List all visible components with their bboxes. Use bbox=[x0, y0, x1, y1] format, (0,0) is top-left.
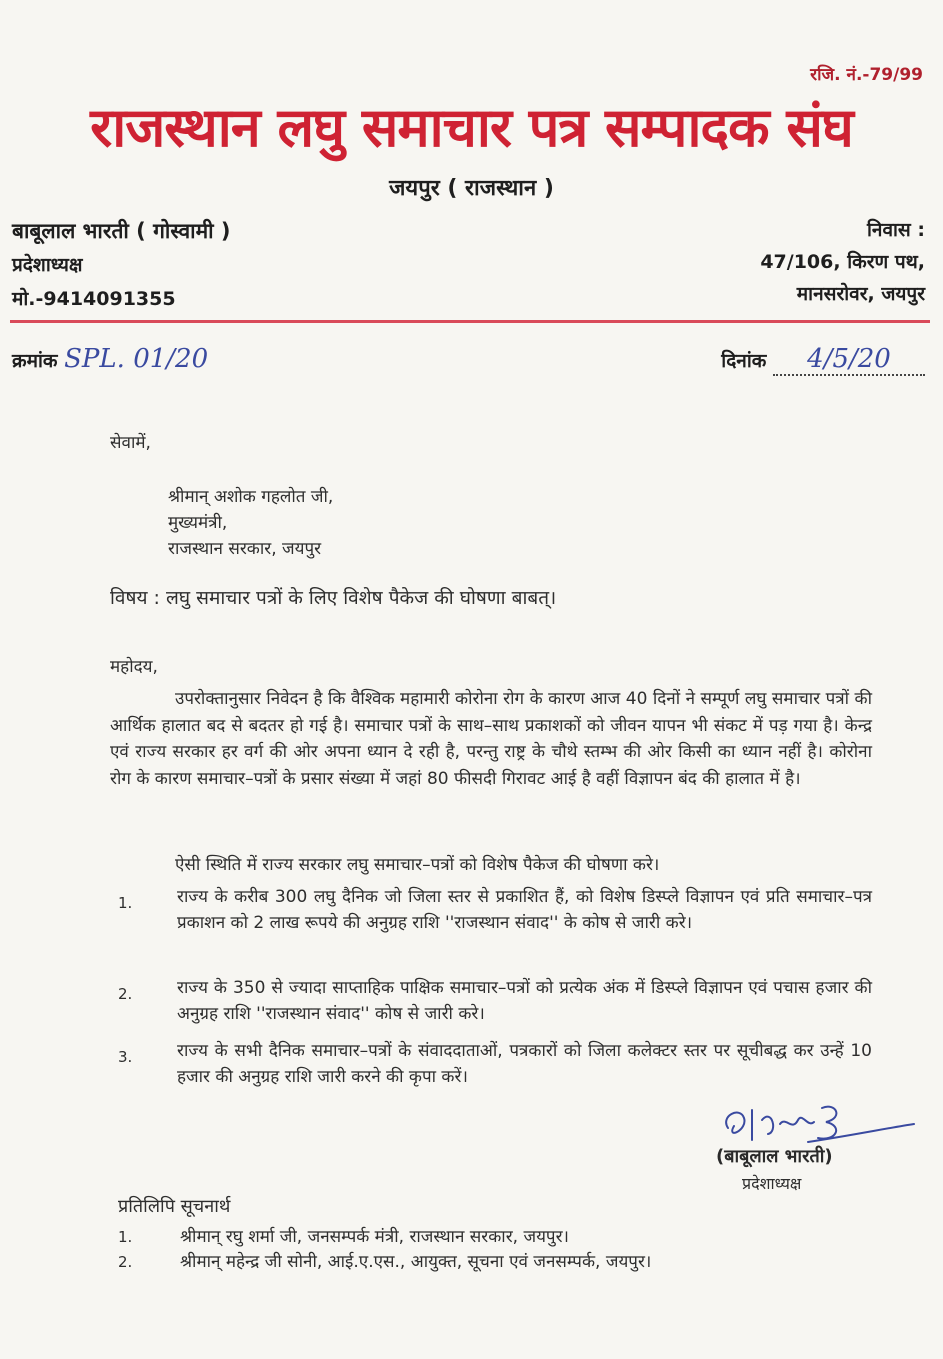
reference-number bbox=[12, 344, 208, 374]
demand-text: राज्य के 350 से ज्यादा साप्ताहिक पाक्षिक समाचार–पत्रों को प्रत्येक अंक में डिस्प्ले विज्ञापन एवं पचास हजार की अनुग्रह राशि ''राजस्थान संवाद'' कोष से जारी करे। bbox=[177, 978, 872, 1024]
reference-value: SPL. 01/20 bbox=[64, 344, 209, 374]
copy-to-heading: प्रतिलिपि सूचनार्थ bbox=[118, 1196, 231, 1217]
letter-date bbox=[721, 344, 925, 376]
recipient-line2: मुख्यमंत्री, bbox=[168, 513, 228, 533]
sender-mobile: मो.-9414091355 bbox=[12, 288, 176, 310]
date-value: 4/5/20 bbox=[807, 344, 891, 374]
registration-number: रजि. नं.-79/99 bbox=[810, 65, 923, 85]
copy-to-text: श्रीमान् रघु शर्मा जी, जनसम्पर्क मंत्री, राजस्थान सरकार, जयपुर। bbox=[180, 1227, 569, 1247]
greeting: महोदय, bbox=[110, 657, 158, 677]
signatory-name: (बाबूलाल भारती) bbox=[716, 1146, 833, 1167]
reference-label: क्रमांक bbox=[12, 350, 58, 372]
organization-title: राजस्थान लघु समाचार पत्र सम्पादक संघ bbox=[90, 96, 853, 159]
copy-to-item bbox=[118, 1249, 651, 1272]
demand-text: राज्य के करीब 300 लघु दैनिक जो जिला स्तर से प्रकाशित हैं, को विशेष डिस्प्ले विज्ञापन एवं प्रति समाचार–पत्र प्रकाशन को 2 लाख रूपये की अनुग्रह राशि ''राजस्थान संवाद'' के कोष से जारी करे। bbox=[177, 887, 872, 933]
date-label: दिनांक bbox=[721, 350, 767, 372]
signature-scrawl bbox=[718, 1098, 918, 1148]
recipient-line1: श्रीमान् अशोक गहलोत जी, bbox=[168, 487, 334, 507]
sender-name: बाबूलाल भारती ( गोस्वामी ) bbox=[12, 219, 231, 243]
sender-post: प्रदेशाध्यक्ष bbox=[12, 254, 83, 276]
demand-number: 3. bbox=[118, 1048, 133, 1066]
demand-item bbox=[110, 884, 872, 936]
sender-block bbox=[12, 214, 231, 316]
copy-to-number: 1. bbox=[118, 1228, 133, 1246]
demand-number: 2. bbox=[118, 985, 133, 1003]
header-divider bbox=[10, 320, 930, 323]
demand-item bbox=[110, 975, 872, 1027]
residence-line1: 47/106, किरण पथ, bbox=[760, 251, 925, 273]
demand-number: 1. bbox=[118, 894, 133, 912]
copy-to-item bbox=[118, 1224, 569, 1247]
body-paragraph-1: उपरोक्तानुसार निवेदन है कि वैश्विक महामारी कोरोना रोग के कारण आज 40 दिनों ने सम्पूर्ण लघु समाचार पत्रों की आर्थिक हालात बद से बदतर हो गई है। समाचार पत्रों के साथ–साथ प्रकाशकों को जीवन यापन भी संकट में पड़ गया है। केन्द्र एवं राज्य सरकार हर वर्ग की ओर अपना ध्यान दे रही है, परन्तु राष्ट्र के चौथे स्तम्भ की ओर किसी का ध्यान नहीं है। कोरोना रोग के कारण समाचार–पत्रों के प्रसार संख्या में जहां 80 फीसदी गिरावट आई है वहीं विज्ञापन बंद की हालात में है। bbox=[110, 689, 872, 789]
copy-to-number: 2. bbox=[118, 1253, 133, 1271]
subject-line: विषय : लघु समाचार पत्रों के लिए विशेष पैकेज की घोषणा बाबत्। bbox=[110, 587, 557, 609]
residence-label: निवास : bbox=[866, 219, 925, 241]
body-paragraph-2: ऐसी स्थिति में राज्य सरकार लघु समाचार–पत्रों को विशेष पैकेज की घोषणा करे। bbox=[175, 855, 660, 875]
residence-line2: मानसरोवर, जयपुर bbox=[796, 283, 925, 305]
residence-block bbox=[760, 214, 925, 310]
copy-to-text: श्रीमान् महेन्द्र जी सोनी, आई.ए.एस., आयुक्त, सूचना एवं जनसम्पर्क, जयपुर। bbox=[180, 1252, 652, 1272]
demand-text: राज्य के सभी दैनिक समाचार–पत्रों के संवाददाताओं, पत्रकारों को जिला कलेक्टर स्तर पर सूचीबद्ध कर उन्हें 10 हजार की अनुग्रह राशि जारी करने की कृपा करें। bbox=[177, 1041, 872, 1087]
organization-city: जयपुर ( राजस्थान ) bbox=[389, 176, 554, 201]
salutation: सेवामें, bbox=[110, 433, 151, 453]
signatory-title: प्रदेशाध्यक्ष bbox=[742, 1174, 802, 1193]
demand-item bbox=[110, 1038, 872, 1090]
recipient-address bbox=[168, 484, 333, 562]
recipient-line3: राजस्थान सरकार, जयपुर bbox=[168, 539, 322, 559]
